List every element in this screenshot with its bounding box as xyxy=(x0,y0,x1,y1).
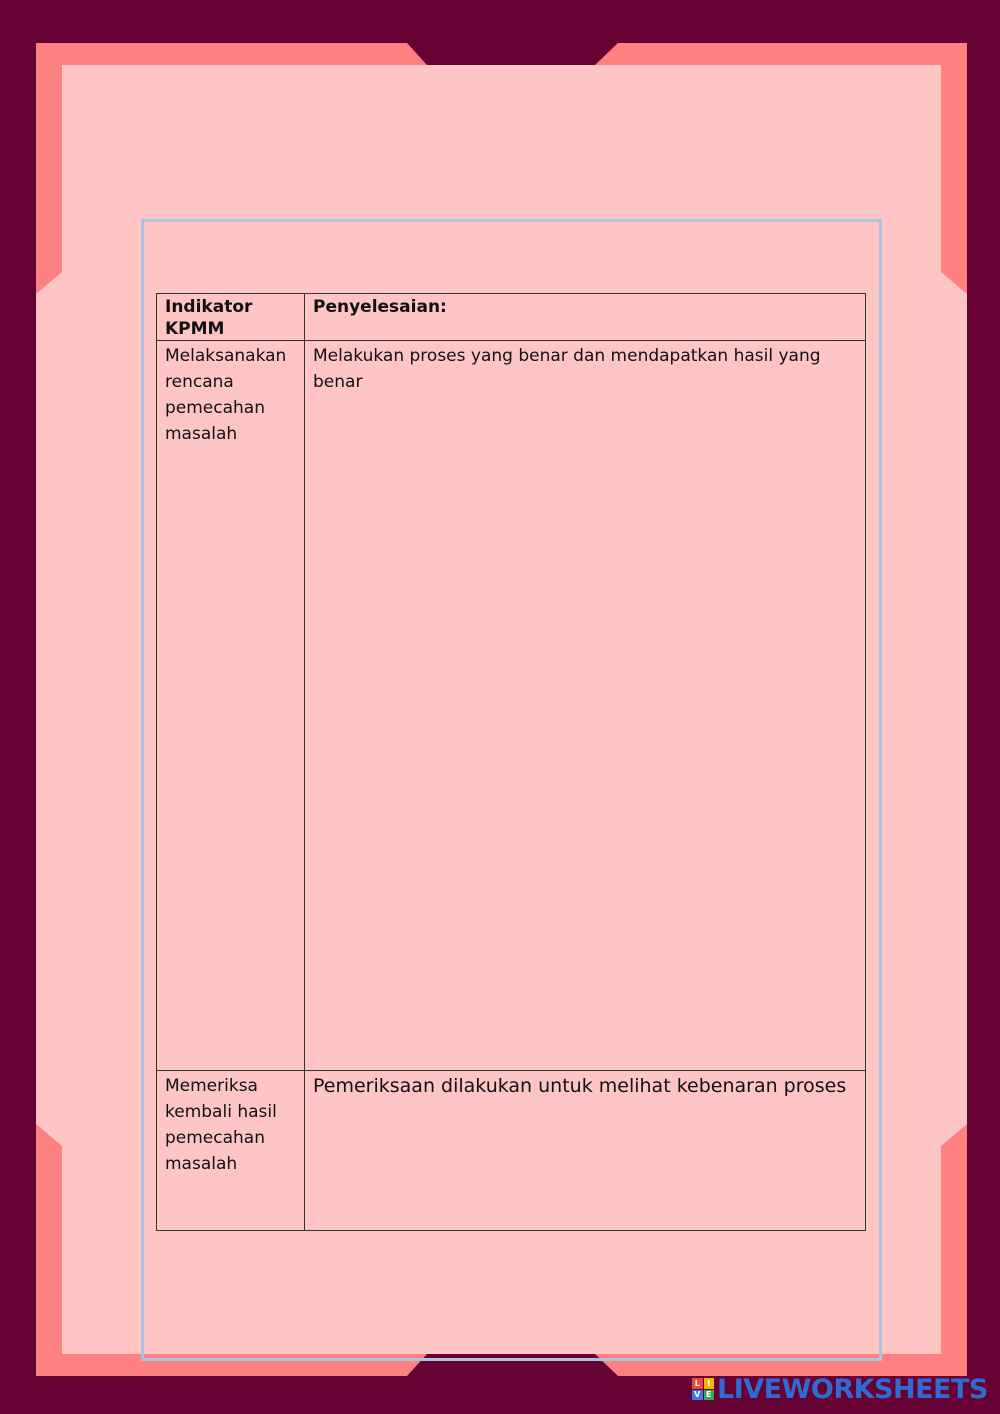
table-row xyxy=(157,1071,866,1231)
header-indicator: Indikator KPMM xyxy=(157,294,305,341)
logo-letter: L xyxy=(692,1378,703,1389)
kpmm-table xyxy=(156,293,866,1231)
indicator-cell: Melaksanakan rencana pemecahan masalah xyxy=(157,341,305,1071)
table-row xyxy=(157,341,866,1071)
logo-letter: V xyxy=(692,1390,703,1401)
logo-grid-icon xyxy=(692,1378,714,1400)
logo-letter: E xyxy=(704,1390,715,1401)
logo-letter: I xyxy=(704,1378,715,1389)
indicator-cell: Memeriksa kembali hasil pemecahan masalah xyxy=(157,1071,305,1231)
solution-cell[interactable]: Melakukan proses yang benar dan mendapatkan hasil yang benar xyxy=(305,341,866,1071)
solution-cell[interactable]: Pemeriksaan dilakukan untuk melihat kebenaran proses xyxy=(305,1071,866,1231)
logo-text: LIVEWORKSHEETS xyxy=(717,1373,988,1405)
header-solution: Penyelesaian: xyxy=(305,294,866,341)
liveworksheets-logo xyxy=(692,1373,988,1405)
table-header-row xyxy=(157,294,866,341)
